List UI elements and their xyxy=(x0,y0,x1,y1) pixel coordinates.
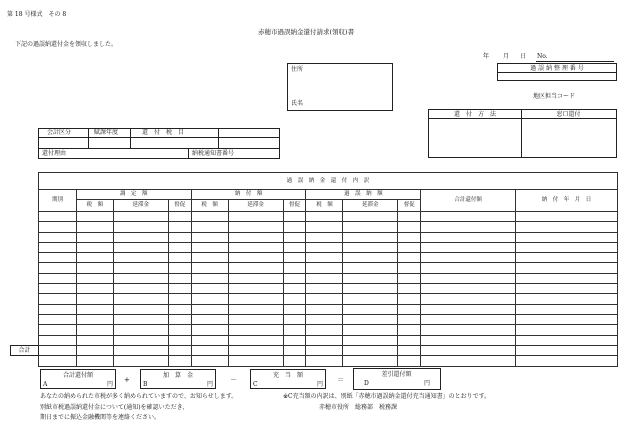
table-cell[interactable] xyxy=(421,325,516,335)
table-cell[interactable] xyxy=(39,304,77,314)
table-cell[interactable] xyxy=(398,232,421,242)
table-cell[interactable] xyxy=(283,304,306,314)
table-cell[interactable] xyxy=(39,263,77,273)
table-cell[interactable] xyxy=(421,304,516,314)
table-row xyxy=(39,273,618,283)
address-label: 住所 xyxy=(291,66,304,73)
table-cell[interactable] xyxy=(343,273,398,283)
additional-amount-box[interactable] xyxy=(140,369,216,389)
appropriated-amount-letter: C xyxy=(253,381,258,388)
total-cell[interactable] xyxy=(228,356,283,367)
total-cell[interactable] xyxy=(421,356,516,367)
table-cell[interactable] xyxy=(343,212,398,222)
table-cell[interactable] xyxy=(306,273,343,283)
total-cell[interactable] xyxy=(398,356,421,367)
table-cell[interactable] xyxy=(39,253,77,263)
table-cell[interactable] xyxy=(421,314,516,324)
table-cell[interactable] xyxy=(168,284,191,294)
table-cell[interactable] xyxy=(228,242,283,252)
total-cell[interactable] xyxy=(306,356,343,367)
table-cell[interactable] xyxy=(306,314,343,324)
total-cell[interactable] xyxy=(191,356,228,367)
paid-group-label: 納 付 額 xyxy=(191,190,306,200)
footer-notice-line2: 別紙市税過誤納還付金について(通知)を確認いただき、 xyxy=(40,404,189,411)
table-cell[interactable] xyxy=(343,222,398,232)
table-cell[interactable] xyxy=(191,284,228,294)
table-cell[interactable] xyxy=(306,232,343,242)
table-cell[interactable] xyxy=(398,222,421,232)
table-cell[interactable] xyxy=(421,232,516,242)
table-cell[interactable] xyxy=(191,345,228,355)
table-cell[interactable] xyxy=(398,294,421,304)
table-cell[interactable] xyxy=(228,345,283,355)
table-row xyxy=(39,335,618,345)
table-cell[interactable] xyxy=(343,314,398,324)
table-cell[interactable] xyxy=(39,284,77,294)
issuer-office: 赤穂市役所 総務部 税務課 xyxy=(319,404,398,411)
table-cell[interactable] xyxy=(421,253,516,263)
overpaid-group-label: 過 誤 納 額 xyxy=(306,190,421,200)
form-title: 赤穂市過誤納金還付請求(領収)書 xyxy=(258,28,355,36)
table-cell[interactable] xyxy=(191,335,228,345)
date-day-label: 日 xyxy=(520,53,527,60)
table-cell[interactable] xyxy=(228,304,283,314)
number-label: No. xyxy=(537,53,548,60)
table-cell[interactable] xyxy=(228,232,283,242)
total-refund-letter: A xyxy=(43,381,48,388)
table-cell[interactable] xyxy=(306,212,343,222)
receipt-notice: 下記の過誤納還付金を領収しました。 xyxy=(15,41,118,48)
overpaid-tax-header: 税 額 xyxy=(306,200,343,212)
table-cell[interactable] xyxy=(113,304,168,314)
table-cell[interactable] xyxy=(191,253,228,263)
table-cell[interactable] xyxy=(113,284,168,294)
breakdown-title: 過 誤 納 金 還 付 内 訳 xyxy=(39,173,618,190)
table-cell[interactable] xyxy=(306,304,343,314)
table-cell[interactable] xyxy=(228,253,283,263)
table-cell[interactable] xyxy=(76,253,113,263)
table-cell[interactable] xyxy=(76,263,113,273)
assessed-group-label: 調 定 額 xyxy=(76,190,191,200)
name-label: 氏名 xyxy=(291,100,304,107)
total-cell[interactable] xyxy=(516,356,618,367)
table-cell[interactable] xyxy=(113,294,168,304)
table-cell[interactable] xyxy=(113,325,168,335)
table-cell[interactable] xyxy=(168,325,191,335)
table-cell[interactable] xyxy=(168,242,191,252)
refund-method-box[interactable] xyxy=(428,109,617,158)
table-cell[interactable] xyxy=(76,325,113,335)
table-cell[interactable] xyxy=(306,263,343,273)
table-cell[interactable] xyxy=(39,335,77,345)
table-row xyxy=(39,263,618,273)
table-row xyxy=(39,232,618,242)
table-cell[interactable] xyxy=(343,253,398,263)
plus-operator: + xyxy=(124,376,130,384)
table-cell[interactable] xyxy=(421,335,516,345)
table-cell[interactable] xyxy=(228,335,283,345)
total-refund-box[interactable] xyxy=(40,369,116,389)
table-cell[interactable] xyxy=(421,242,516,252)
table-cell[interactable] xyxy=(228,263,283,273)
table-cell[interactable] xyxy=(228,294,283,304)
table-cell[interactable] xyxy=(343,232,398,242)
table-cell[interactable] xyxy=(516,325,618,335)
table-cell[interactable] xyxy=(516,294,618,304)
table-cell[interactable] xyxy=(398,253,421,263)
table-cell[interactable] xyxy=(168,222,191,232)
table-cell[interactable] xyxy=(39,325,77,335)
refund-breakdown-table xyxy=(38,172,618,367)
form-number: 第 18 号様式 その 8 xyxy=(7,11,67,18)
total-cell[interactable] xyxy=(343,356,398,367)
minus-operator: － xyxy=(230,376,237,384)
tax-item-label: 還 付 税 目 xyxy=(142,129,185,136)
paid-reminder-header: 督促 xyxy=(283,200,306,212)
date-month-label: 月 xyxy=(503,53,510,60)
table-cell[interactable] xyxy=(343,345,398,355)
table-cell[interactable] xyxy=(283,273,306,283)
net-refund-label: 差引還付額 xyxy=(381,371,412,378)
date-year-label: 年 xyxy=(483,53,490,60)
table-cell[interactable] xyxy=(283,212,306,222)
table-row xyxy=(39,212,618,222)
table-cell[interactable] xyxy=(516,242,618,252)
table-cell[interactable] xyxy=(306,242,343,252)
table-row xyxy=(39,222,618,232)
total-refund-header: 合計還付額 xyxy=(421,190,516,212)
table-cell[interactable] xyxy=(283,345,306,355)
table-row xyxy=(39,325,618,335)
table-cell[interactable] xyxy=(191,273,228,283)
appropriated-amount-box[interactable] xyxy=(250,369,326,389)
table-cell[interactable] xyxy=(306,222,343,232)
appropriated-amount-label: 充 当 額 xyxy=(272,372,303,379)
additional-amount-letter: B xyxy=(143,381,148,388)
table-cell[interactable] xyxy=(421,345,516,355)
table-cell[interactable] xyxy=(306,325,343,335)
table-cell[interactable] xyxy=(398,345,421,355)
table-cell[interactable] xyxy=(283,325,306,335)
table-cell[interactable] xyxy=(168,232,191,242)
table-cell[interactable] xyxy=(76,345,113,355)
table-cell[interactable] xyxy=(398,284,421,294)
table-cell[interactable] xyxy=(191,294,228,304)
table-cell[interactable] xyxy=(398,212,421,222)
table-cell[interactable] xyxy=(39,273,77,283)
table-cell[interactable] xyxy=(283,314,306,324)
assessed-tax-header: 税 額 xyxy=(76,200,113,212)
table-cell[interactable] xyxy=(191,232,228,242)
table-cell[interactable] xyxy=(168,314,191,324)
table-cell[interactable] xyxy=(191,263,228,273)
table-cell[interactable] xyxy=(516,284,618,294)
table-cell[interactable] xyxy=(343,304,398,314)
table-cell[interactable] xyxy=(113,222,168,232)
reference-number-box[interactable] xyxy=(497,63,617,81)
table-cell[interactable] xyxy=(76,273,113,283)
table-cell[interactable] xyxy=(306,253,343,263)
table-cell[interactable] xyxy=(76,294,113,304)
table-cell[interactable] xyxy=(168,294,191,304)
total-row-label-box xyxy=(10,345,39,356)
total-cell[interactable] xyxy=(39,356,77,367)
total-cell[interactable] xyxy=(76,356,113,367)
table-cell[interactable] xyxy=(343,294,398,304)
table-row xyxy=(39,345,618,355)
table-cell[interactable] xyxy=(516,263,618,273)
table-cell[interactable] xyxy=(398,263,421,273)
table-cell[interactable] xyxy=(168,212,191,222)
table-cell[interactable] xyxy=(168,345,191,355)
table-cell[interactable] xyxy=(39,345,77,355)
table-cell[interactable] xyxy=(283,294,306,304)
footer-appropriation-note: ※C充当額の内訳は、別紙「赤穂市過誤納金還付充当通知書」のとおりです。 xyxy=(283,393,491,400)
table-cell[interactable] xyxy=(398,314,421,324)
footer-notice-line1: あなたの納められた市税が多く納められていますので、お知らせします。 xyxy=(40,393,238,400)
table-row xyxy=(39,242,618,252)
table-cell[interactable] xyxy=(39,242,77,252)
table-cell[interactable] xyxy=(398,335,421,345)
table-cell[interactable] xyxy=(191,212,228,222)
table-cell[interactable] xyxy=(191,222,228,232)
table-cell[interactable] xyxy=(76,242,113,252)
table-cell[interactable] xyxy=(228,314,283,324)
table-cell[interactable] xyxy=(421,284,516,294)
net-refund-letter: D xyxy=(364,380,369,387)
district-code-label: 地区担当コード xyxy=(533,93,576,100)
table-cell[interactable] xyxy=(113,212,168,222)
total-cell[interactable] xyxy=(283,356,306,367)
table-cell[interactable] xyxy=(168,273,191,283)
table-cell[interactable] xyxy=(113,242,168,252)
table-cell[interactable] xyxy=(283,253,306,263)
table-cell[interactable] xyxy=(421,263,516,273)
assessed-late-fee-header: 延滞金 xyxy=(113,200,168,212)
table-row xyxy=(39,284,618,294)
footer-notice-line3: 期日までに振込金融機関等を連絡ください。 xyxy=(40,414,161,421)
table-cell[interactable] xyxy=(228,222,283,232)
overpaid-reminder-header: 督促 xyxy=(398,200,421,212)
table-cell[interactable] xyxy=(283,284,306,294)
table-cell[interactable] xyxy=(421,222,516,232)
table-cell[interactable] xyxy=(343,263,398,273)
tax-info-block xyxy=(38,128,280,160)
table-cell[interactable] xyxy=(168,304,191,314)
address-box[interactable] xyxy=(287,63,393,111)
table-cell[interactable] xyxy=(343,242,398,252)
table-cell[interactable] xyxy=(39,232,77,242)
additional-amount-label: 加 算 金 xyxy=(162,372,193,379)
paid-tax-header: 税 額 xyxy=(191,200,228,212)
table-cell[interactable] xyxy=(39,212,77,222)
assessed-reminder-header: 督促 xyxy=(168,200,191,212)
table-cell[interactable] xyxy=(283,242,306,252)
table-cell[interactable] xyxy=(306,335,343,345)
period-label: 期別 xyxy=(39,190,77,212)
table-cell[interactable] xyxy=(168,253,191,263)
tax-notice-number-label: 納税通知書番号 xyxy=(192,150,235,157)
table-cell[interactable] xyxy=(76,232,113,242)
table-cell[interactable] xyxy=(191,325,228,335)
table-cell[interactable] xyxy=(343,284,398,294)
equals-operator: ＝ xyxy=(337,376,344,384)
total-row-label: 合計 xyxy=(18,347,31,354)
table-cell[interactable] xyxy=(421,294,516,304)
accounting-class-label: 会計区分 xyxy=(47,129,72,136)
table-cell[interactable] xyxy=(76,314,113,324)
refund-method-label: 還 付 方 法 xyxy=(453,111,496,118)
table-cell[interactable] xyxy=(306,284,343,294)
table-cell[interactable] xyxy=(113,263,168,273)
table-cell[interactable] xyxy=(39,314,77,324)
table-cell[interactable] xyxy=(76,304,113,314)
table-cell[interactable] xyxy=(113,253,168,263)
table-cell[interactable] xyxy=(191,314,228,324)
table-cell[interactable] xyxy=(76,212,113,222)
overpaid-late-fee-header: 延滞金 xyxy=(343,200,398,212)
table-cell[interactable] xyxy=(113,314,168,324)
table-cell[interactable] xyxy=(516,212,618,222)
total-row xyxy=(39,356,618,367)
table-row xyxy=(39,253,618,263)
table-cell[interactable] xyxy=(168,335,191,345)
table-cell[interactable] xyxy=(228,284,283,294)
table-cell[interactable] xyxy=(516,335,618,345)
table-cell[interactable] xyxy=(516,304,618,314)
table-cell[interactable] xyxy=(398,304,421,314)
table-cell[interactable] xyxy=(516,222,618,232)
table-cell[interactable] xyxy=(113,335,168,345)
reference-number-label: 過 誤 納 整 理 番 号 xyxy=(530,65,584,72)
table-cell[interactable] xyxy=(113,273,168,283)
payment-date-header: 納 付 年 月 日 xyxy=(516,190,618,212)
table-cell[interactable] xyxy=(516,345,618,355)
table-cell[interactable] xyxy=(113,232,168,242)
table-cell[interactable] xyxy=(343,335,398,345)
table-cell[interactable] xyxy=(39,294,77,304)
table-cell[interactable] xyxy=(283,222,306,232)
net-refund-unit: 円 xyxy=(424,380,431,387)
table-cell[interactable] xyxy=(191,242,228,252)
table-cell[interactable] xyxy=(191,304,228,314)
total-refund-summary-label: 合計還付額 xyxy=(62,372,93,379)
table-row xyxy=(39,294,618,304)
table-cell[interactable] xyxy=(398,273,421,283)
table-cell[interactable] xyxy=(76,222,113,232)
table-cell[interactable] xyxy=(76,335,113,345)
table-cell[interactable] xyxy=(421,212,516,222)
table-cell[interactable] xyxy=(228,273,283,283)
table-row xyxy=(39,304,618,314)
table-row xyxy=(39,314,618,324)
table-cell[interactable] xyxy=(516,232,618,242)
table-cell[interactable] xyxy=(228,212,283,222)
table-cell[interactable] xyxy=(39,222,77,232)
paid-late-fee-header: 延滞金 xyxy=(228,200,283,212)
additional-amount-unit: 円 xyxy=(207,381,214,388)
refund-reason-label: 還付理由 xyxy=(42,150,67,157)
total-cell[interactable] xyxy=(168,356,191,367)
table-cell[interactable] xyxy=(421,273,516,283)
table-cell[interactable] xyxy=(283,232,306,242)
table-cell[interactable] xyxy=(398,242,421,252)
total-cell[interactable] xyxy=(113,356,168,367)
table-cell[interactable] xyxy=(283,263,306,273)
window-refund-label: 窓口還付 xyxy=(556,111,581,118)
table-cell[interactable] xyxy=(516,314,618,324)
fiscal-year-label: 賦課年度 xyxy=(94,129,119,136)
table-cell[interactable] xyxy=(306,345,343,355)
total-refund-unit: 円 xyxy=(107,381,114,388)
table-cell[interactable] xyxy=(168,263,191,273)
table-cell[interactable] xyxy=(516,273,618,283)
table-cell[interactable] xyxy=(76,284,113,294)
table-cell[interactable] xyxy=(343,325,398,335)
table-cell[interactable] xyxy=(113,345,168,355)
table-cell[interactable] xyxy=(228,325,283,335)
appropriated-amount-unit: 円 xyxy=(317,381,324,388)
table-cell[interactable] xyxy=(398,325,421,335)
table-cell[interactable] xyxy=(306,294,343,304)
table-cell[interactable] xyxy=(516,253,618,263)
table-cell[interactable] xyxy=(283,335,306,345)
net-refund-box[interactable] xyxy=(353,368,441,390)
